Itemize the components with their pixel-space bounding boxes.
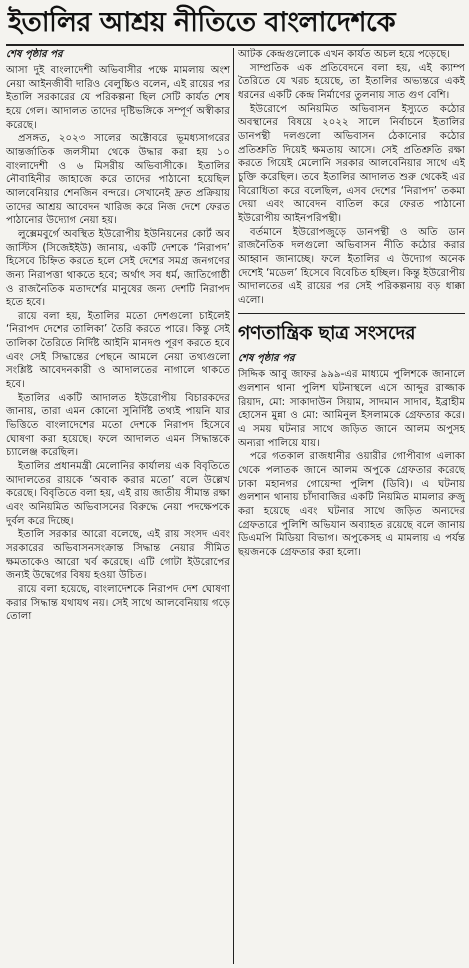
column-divider: [233, 48, 234, 964]
story2-dateline: শেষ পৃষ্ঠার পর: [238, 353, 295, 365]
story1-paragraph: ইউরোপে অনিয়মিত অভিবাসন ইস্যুতে কঠোর অবস্থানের বিষয়ে ২০২২ সালে নির্বাচনে ইতালির ডানপন্থী দলগুলো অভিবাসন ঠেকানোর কঠোর প্রতিশ্রুতি দিয়েই ক্ষমতায় আসে। সেই প্রতিশ্রুতি রক্ষা করতে গিয়েই মেলোনি সরকার আলবেনিয়ার সাথে এই চুক্তি করেছিল। তবে ইতালির আদালত শুরু থেকেই এর বিরোধিতা করে বলেছিল, এসব দেশের ‘নিরাপদ’ তকমা দেয়া এবং আবেদন বাতিল করে ফেরত পাঠানো ইউরোপীয় আইনপরিপন্থী।: [238, 103, 465, 224]
story1-paragraph: ইতালির প্রধানমন্ত্রী মেলোনির কার্যালয় এক বিবৃতিতে আদালতের রায়কে ‘অবাক করার মতো’ বলে উল্লেখ করেছে। বিবৃতিতে বলা হয়, এই রায় জাতীয় সীমান্ত রক্ষা এবং অনিয়মিত অভিবাসনের বিরুদ্ধে নেয়া পদক্ষেপকে দুর্বল করে দিচ্ছে।: [6, 461, 230, 527]
main-headline: ইতালির আশ্রয় নীতিতে বাংলাদেশকে: [8, 7, 396, 38]
story1-dateline: শেষ পৃষ্ঠার পর: [6, 49, 63, 60]
story2-paragraph: সিদ্দিক আবু জাফর ৯৯৯-এর মাধ্যমে পুলিশকে জানালে গুলশান থানা পুলিশ ঘটনাস্থলে এসে আব্দুর রাজ্জাক রিয়াদ, মো: সাকাদাউন সিয়াম, সাদমান সাদাব, ইব্রাহীম হোসেন মুন্না ও মো: আমিনুল ইসলামকে গ্রেফতার করে। এ সময় ঘটনার সাথে জড়িত জানে আলম অপুসহ অন্যরা পালিয়ে যায়।: [238, 369, 465, 449]
story1-paragraph: রায়ে বলা হয়েছে, বাংলাদেশকে নিরাপদ দেশ ঘোষণা করার সিদ্ধান্ত যথাযথ নয়। সেই সাথে আলবেনিয়ায় গড়ে তোলা: [6, 583, 230, 623]
right-column: [238, 48, 465, 966]
story2-headline: গণতান্ত্রিক ছাত্র সংসদের: [238, 313, 465, 348]
story1-paragraph: আসা দুই বাংলাদেশী অভিবাসীর পক্ষে মামলায় অংশ নেয়া আইনজীবী দারিও বেলুচ্চিও বলেন, এই রায়ের পর ইতালি সরকারের যে পরিকল্পনা ছিল সেটি কার্যত শেষ হয়ে গেল। আদালত তাদের দৃষ্টিভঙ্গিকে সম্পূর্ণ অস্বীকার করেছে।: [6, 65, 230, 131]
story1-paragraph: ইতালি সরকার আরো বলেছে, এই রায় সংসদ এবং সরকারের অভিবাসনসংক্রান্ত সিদ্ধান্ত নেয়ার সীমিত ক্ষমতাকেও আরো খর্ব করেছে। এটি গোটা ইউরোপের জন্যই উদ্বেগের বিষয় হওয়া উচিত।: [6, 529, 230, 582]
story1-paragraph: রায়ে বলা হয়, ইতালির মতো দেশগুলো চাইলেই ‘নিরাপদ দেশের তালিকা’ তৈরি করতে পারে। কিন্তু সেই তালিকা তৈরিতে নির্দিষ্ট আইনি মানদণ্ড পূরণ করতে হবে এবং সেই সিদ্ধান্তের পেছনে আমলে নেয়া তথ্যগুলো সংশ্লিষ্ট আবেদনকারী ও আদালতের নাগালে থাকতে হবে।: [6, 310, 230, 391]
story1-paragraph: বর্তমানে ইউরোপজুড়ে ডানপন্থী ও অতি ডান রাজনৈতিক দলগুলো অভিবাসন নীতি কঠোর করার আহ্বান জানাচ্ছে। ফলে ইতালির এ উদ্যোগ অনেক দেশেই ‘মডেল’ হিসেবে বিবেচিত হচ্ছিল। কিন্তু ইউরোপীয় আদালতের এই রায়ের পর সেই পরিকল্পনায় বড় ধাক্কা এলো।: [238, 226, 465, 306]
story1-paragraph: আটক কেন্দ্রগুলোকে এখন কার্যত অচল হয়ে পড়েছে।: [238, 49, 451, 60]
headline-rule: [6, 44, 464, 46]
story2-paragraph: পরে গতকাল রাজধানীর ওয়ারীর গোপীবাগ এলাকা থেকে পলাতক জানে আলম অপুকে গ্রেফতার করেছে ঢাকা মহানগর গোয়েন্দা পুলিশ (ডিবি)। এ ঘটনায় গুলশান থানায় চাঁদাবাজির একটি নিয়মিত মামলার রুজু করা হয়েছে এবং ঘটনার সাথে জড়িত অন্যদের গ্রেফতারে পুলিশি অভিযান অব্যাহত রয়েছে বলে জানায় ডিএমপি মিডিয়া বিভাগ। অপুকেসহ এ মামলায় এ পর্যন্ত ছয়জনকে গ্রেফতার করা হলো।: [238, 451, 465, 558]
story1-left-column: [6, 48, 230, 966]
story1-paragraph: প্রসঙ্গত, ২০২৩ সালের অক্টোবরে ভূমধ্যসাগরের আন্তর্জাতিক জলসীমা থেকে উদ্ধার করা হয় ১০ বাংলাদেশী ও ৬ মিসরীয় অভিবাসীকে। ইতালির নৌবাহিনীর জাহাজে করে তাদের পাঠানো হয়েছিল আলবেনিয়ার শেনজিন বন্দরে। সেখানেই দ্রুত প্রক্রিয়ায় তাদের আশ্রয় আবেদন খারিজ করে নিজ দেশে ফেরত পাঠানোর উদ্যোগ নেয়া হয়।: [6, 133, 230, 227]
story1-paragraph: লুক্সেমবুর্গে অবস্থিত ইউরোপীয় ইউনিয়নের কোর্ট অব জাস্টিস (সিজেইইউ) জানায়, একটি দেশকে ‘নিরাপদ’ হিসেবে চিহ্নিত করতে হলে সেই দেশের সমগ্র জনগণের জন্য নিরাপত্তা থাকতে হবে; অর্থাৎ সব ধর্ম, জাতিগোষ্ঠী ও রাজনৈতিক মতাদর্শের মানুষের জন্য দেশটি নিরাপদ হতে হবে।: [6, 228, 230, 309]
story1-paragraph: ইতালির একটি আদালত ইউরোপীয় বিচারকদের জানায়, তারা এমন কোনো সুনির্দিষ্ট তথ্যই পায়নি যার ভিত্তিতে বাংলাদেশের মতো দেশকে নিরাপদ হিসেবে ঘোষণা করা হয়েছে। ফলে আদালত এমন সিদ্ধান্তকে চ্যালেঞ্জ করেছিল।: [6, 392, 230, 459]
story1-paragraph: সাম্প্রতিক এক প্রতিবেদনে বলা হয়, এই ক্যাম্প তৈরিতে যে খরচ হয়েছে, তা ইতালির অভ্যন্তরে একই ধরনের একটি কেন্দ্র নির্মাণের তুলনায় সাত গুণ বেশি।: [238, 62, 465, 101]
